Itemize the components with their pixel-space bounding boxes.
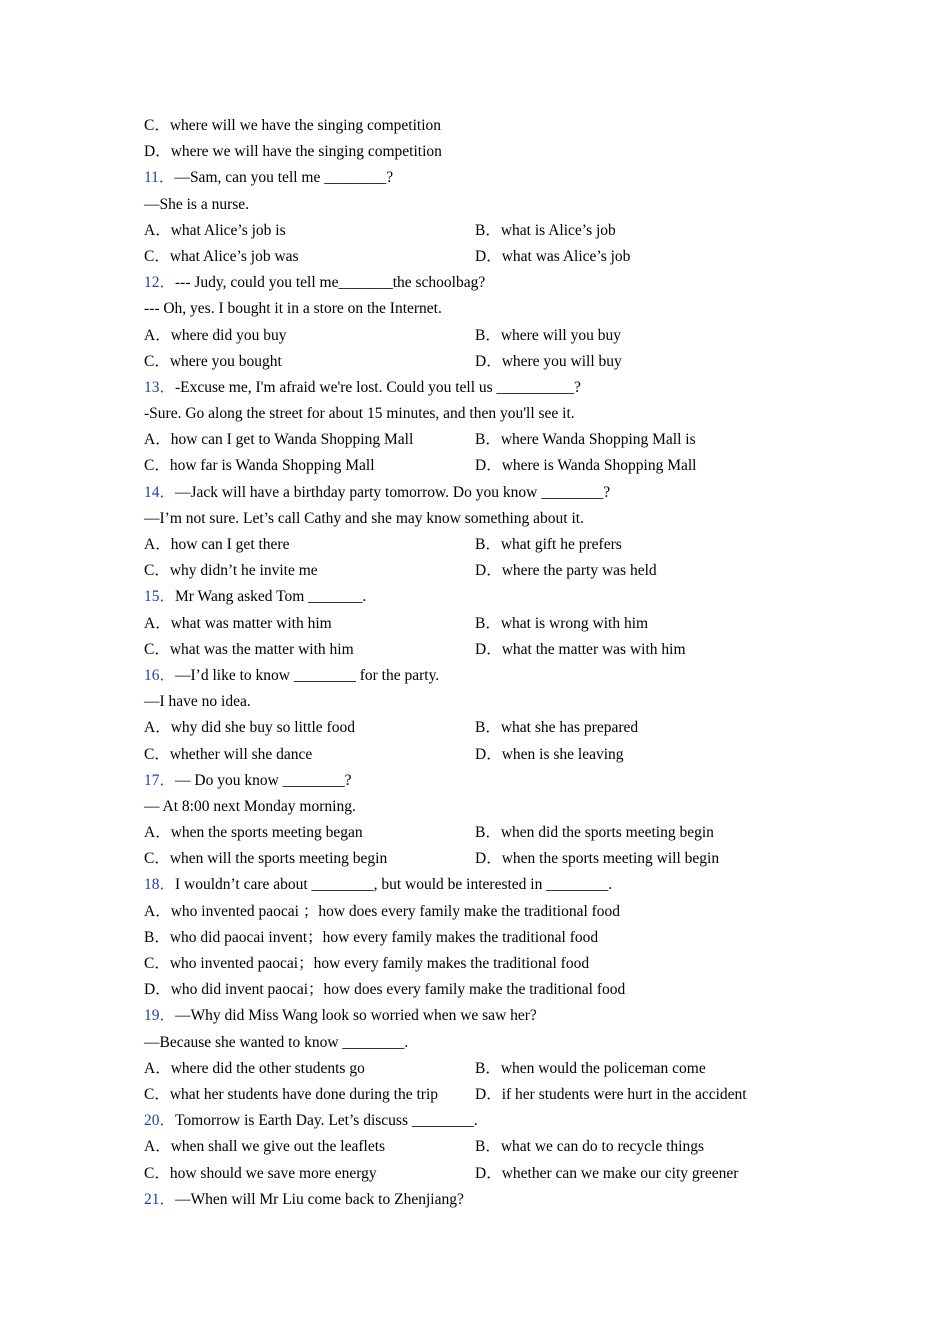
answer-option-row (144, 637, 844, 663)
answer-option: B．who did paocai invent；how every family makes the traditional food (144, 928, 599, 946)
question-number: 15． (144, 588, 176, 606)
answer-option-row (144, 742, 844, 768)
dialogue-line: -Sure. Go along the street for about 15 minutes, and then you'll see it. (144, 405, 575, 423)
answer-option: A．where did the other students go (144, 1059, 365, 1077)
question-number: 19． (144, 1007, 176, 1025)
worksheet-content (144, 113, 844, 1213)
answer-option: D．whether can we make our city greener (475, 1164, 739, 1182)
answer-option: C．whether will she dance (144, 745, 313, 763)
answer-option: B．what she has prepared (475, 719, 639, 737)
answer-option: A．when the sports meeting began (144, 824, 363, 842)
answer-option-row (144, 1134, 844, 1160)
question-stem (144, 375, 844, 401)
question-text: — Do you know ________? (175, 771, 352, 789)
answer-option-row (144, 453, 844, 479)
answer-option: C．what Alice’s job was (144, 247, 299, 265)
dialogue-line: —She is a nurse. (144, 195, 250, 213)
answer-option: B．where Wanda Shopping Mall is (475, 431, 696, 449)
answer-option: A．who invented paocai ；how does every family make the traditional food (144, 902, 621, 920)
answer-option: C．what was the matter with him (144, 640, 354, 658)
question-number: 13． (144, 378, 176, 396)
question-stem (144, 165, 844, 191)
answer-option-row (144, 1082, 844, 1108)
answer-option: C．when will the sports meeting begin (144, 850, 388, 868)
question-stem (144, 872, 844, 898)
question-stem (144, 1108, 844, 1134)
answer-option: A．how can I get to Wanda Shopping Mall (144, 431, 414, 449)
answer-option: D．when is she leaving (475, 745, 624, 763)
answer-option: D．where the party was held (475, 562, 657, 580)
answer-option-row (144, 532, 844, 558)
answer-option: D．what the matter was with him (475, 640, 686, 658)
question-text: --- Judy, could you tell me_______the schoolbag? (175, 274, 486, 292)
answer-option: A．when shall we give out the leaflets (144, 1138, 386, 1156)
answer-option: B．what we can do to recycle things (475, 1138, 704, 1156)
answer-option: D．where is Wanda Shopping Mall (475, 457, 697, 475)
question-text: —Sam, can you tell me ________? (174, 169, 394, 187)
question-number: 16． (144, 666, 176, 684)
dialogue-line: --- Oh, yes. I bought it in a store on the Internet. (144, 300, 442, 318)
question-stem (144, 663, 844, 689)
answer-option-row (144, 846, 844, 872)
answer-option-row (144, 820, 844, 846)
answer-option: D．where we will have the singing competition (144, 143, 442, 161)
question-number: 12． (144, 274, 176, 292)
question-stem (144, 480, 844, 506)
answer-option: B．what is Alice’s job (475, 221, 616, 239)
question-text: Tomorrow is Earth Day. Let’s discuss ________. (175, 1112, 478, 1130)
question-stem (144, 270, 844, 296)
answer-option-row (144, 349, 844, 375)
question-number: 17． (144, 771, 176, 789)
question-text: —When will Mr Liu come back to Zhenjiang? (175, 1190, 464, 1208)
answer-option: B．what gift he prefers (475, 536, 622, 553)
question-number: 11． (144, 169, 175, 187)
question-text: I wouldn’t care about ________, but would be interested in ________. (175, 876, 613, 894)
question-stem (144, 768, 844, 794)
answer-option: C．who invented paocai；how every family makes the traditional food (144, 955, 590, 972)
question-stem (144, 584, 844, 610)
answer-option-row (144, 1056, 844, 1082)
answer-option-row (144, 715, 844, 741)
question-text: -Excuse me, I'm afraid we're lost. Could you tell us __________? (175, 378, 581, 396)
answer-option-row (144, 427, 844, 453)
answer-option: D．where you will buy (475, 352, 622, 370)
answer-option: C．where will we have the singing competition (144, 117, 442, 134)
question-text: —Why did Miss Wang look so worried when we saw her? (175, 1007, 537, 1025)
question-text: —Jack will have a birthday party tomorrow. Do you know ________? (175, 483, 611, 501)
answer-option: D．what was Alice’s job (475, 247, 631, 265)
question-stem (144, 1187, 844, 1213)
answer-option: C．where you bought (144, 352, 282, 370)
question-stem (144, 1003, 844, 1029)
answer-option: C．how far is Wanda Shopping Mall (144, 457, 375, 475)
answer-option: B．where will you buy (475, 326, 621, 344)
answer-option: B．what is wrong with him (475, 614, 649, 632)
answer-option: A．how can I get there (144, 536, 290, 553)
question-text: Mr Wang asked Tom _______. (175, 588, 367, 606)
dialogue-line: —Because she wanted to know ________. (144, 1033, 409, 1051)
dialogue-line: —I have no idea. (144, 693, 251, 711)
answer-option: C．how should we save more energy (144, 1164, 377, 1182)
answer-option: C．why didn’t he invite me (144, 562, 318, 580)
answer-option: A．what was matter with him (144, 614, 332, 632)
answer-option: D．if her students were hurt in the accident (475, 1085, 747, 1103)
answer-option: B．when did the sports meeting begin (475, 824, 714, 842)
answer-option-row (144, 1161, 844, 1187)
dialogue-line: —I’m not sure. Let’s call Cathy and she may know something about it. (144, 509, 584, 527)
answer-option: A．what Alice’s job is (144, 221, 286, 239)
question-number: 21． (144, 1190, 176, 1208)
answer-option-row (144, 218, 844, 244)
question-text: —I’d like to know ________ for the party. (175, 666, 440, 684)
answer-option: A．why did she buy so little food (144, 719, 355, 737)
answer-option: D．who did invent paocai；how does every family make the traditional food (144, 981, 626, 999)
answer-option-row (144, 323, 844, 349)
answer-option-row (144, 558, 844, 584)
answer-option: C．what her students have done during the trip (144, 1085, 439, 1103)
question-number: 20． (144, 1112, 176, 1130)
dialogue-line: — At 8:00 next Monday morning. (144, 797, 356, 815)
question-number: 14． (144, 483, 176, 501)
answer-option-row (144, 244, 844, 270)
answer-option-row (144, 611, 844, 637)
answer-option: D．when the sports meeting will begin (475, 850, 720, 868)
answer-option: B．when would the policeman come (475, 1059, 706, 1077)
question-number: 18． (144, 876, 176, 894)
answer-option: A．where did you buy (144, 326, 287, 344)
